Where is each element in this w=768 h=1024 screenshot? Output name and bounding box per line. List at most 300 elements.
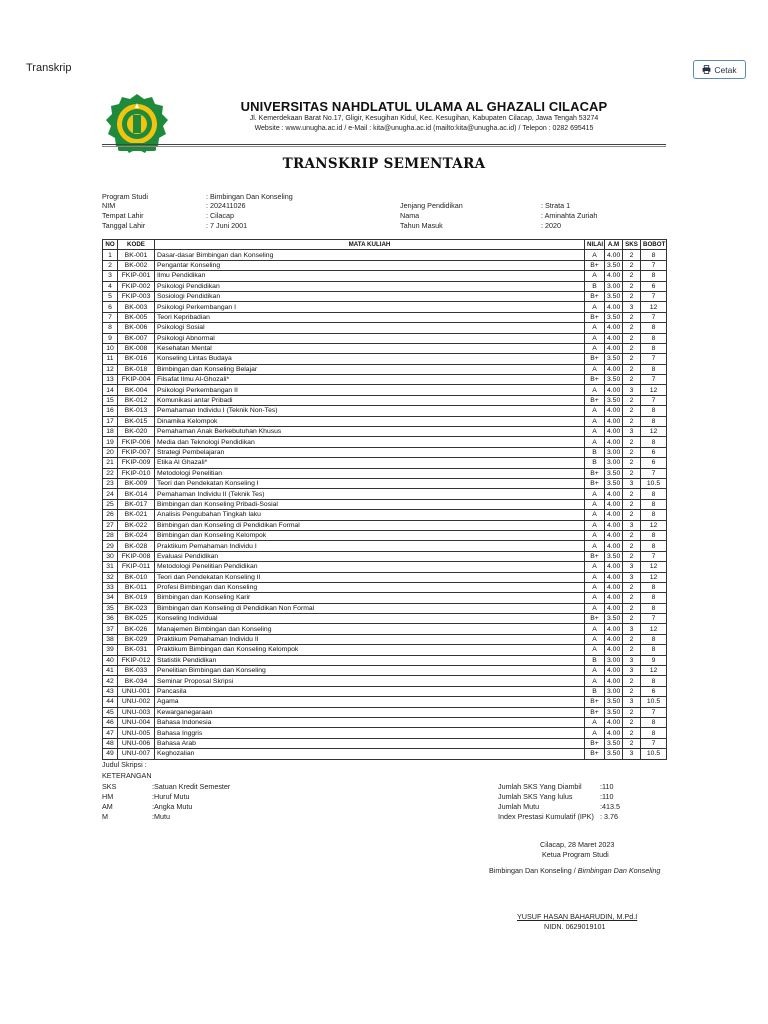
row-mata-kuliah: Konseling Lintas Budaya xyxy=(155,354,585,364)
row-mata-kuliah: Pemahaman Individu I (Teknik Non-Tes) xyxy=(155,406,585,416)
row-kode: BK-016 xyxy=(118,354,155,364)
legend-title: KETERANGAN xyxy=(102,771,152,780)
row-sks: 2 xyxy=(623,333,641,343)
row-am: 4.00 xyxy=(605,728,623,738)
row-nilai: A xyxy=(585,593,605,603)
row-mata-kuliah: Psikologi Sosial xyxy=(155,323,585,333)
table-row xyxy=(103,614,667,624)
row-sks: 2 xyxy=(623,416,641,426)
row-am: 3.50 xyxy=(605,707,623,717)
row-no: 47 xyxy=(103,728,118,738)
header-mata-kuliah: MATA KULIAH xyxy=(155,240,585,250)
row-kode: BK-033 xyxy=(118,666,155,676)
row-am: 4.00 xyxy=(605,302,623,312)
row-mata-kuliah: Teori Kepribadian xyxy=(155,312,585,322)
row-mata-kuliah: Bahasa Inggris xyxy=(155,728,585,738)
row-kode: UNU-002 xyxy=(118,697,155,707)
row-sks: 2 xyxy=(623,530,641,540)
row-bobot: 8 xyxy=(641,634,667,644)
row-mata-kuliah: Evaluasi Pendidikan xyxy=(155,551,585,561)
row-mata-kuliah: Agama xyxy=(155,697,585,707)
row-nilai: A xyxy=(585,343,605,353)
row-kode: FKIP-008 xyxy=(118,551,155,561)
row-bobot: 10.5 xyxy=(641,749,667,759)
total-label: Index Prestasi Kumulatif (IPK) xyxy=(498,812,594,821)
row-bobot: 8 xyxy=(641,645,667,655)
row-no: 2 xyxy=(103,260,118,270)
row-sks: 2 xyxy=(623,343,641,353)
table-row xyxy=(103,728,667,738)
row-no: 39 xyxy=(103,645,118,655)
table-row xyxy=(103,541,667,551)
table-row xyxy=(103,385,667,395)
row-no: 42 xyxy=(103,676,118,686)
document-title: TRANSKRIP SEMENTARA xyxy=(282,156,486,172)
row-nilai: B+ xyxy=(585,312,605,322)
row-kode: BK-021 xyxy=(118,510,155,520)
row-mata-kuliah: Dinamika Kelompok xyxy=(155,416,585,426)
row-sks: 2 xyxy=(623,489,641,499)
row-sks: 2 xyxy=(623,510,641,520)
row-kode: FKIP-007 xyxy=(118,447,155,457)
row-am: 4.00 xyxy=(605,676,623,686)
row-no: 46 xyxy=(103,717,118,727)
table-row xyxy=(103,416,667,426)
header-bobot: BOBOT xyxy=(641,240,667,250)
row-no: 15 xyxy=(103,395,118,405)
row-am: 3.50 xyxy=(605,312,623,322)
total-label: Jumlah SKS Yang lulus xyxy=(498,792,573,801)
row-mata-kuliah: Psikologi Perkembangan I xyxy=(155,302,585,312)
row-bobot: 7 xyxy=(641,291,667,301)
table-row xyxy=(103,343,667,353)
nim-value: : 202411026 xyxy=(206,201,246,210)
row-kode: BK-029 xyxy=(118,634,155,644)
row-mata-kuliah: Teori dan Pendekatan Konseling I xyxy=(155,478,585,488)
row-mata-kuliah: Seminar Proposal Skripsi xyxy=(155,676,585,686)
row-sks: 2 xyxy=(623,250,641,260)
university-logo xyxy=(104,93,170,157)
row-kode: BK-002 xyxy=(118,260,155,270)
table-row xyxy=(103,686,667,696)
print-button[interactable] xyxy=(693,60,746,79)
row-kode: BK-034 xyxy=(118,676,155,686)
name-label: Nama xyxy=(400,211,420,220)
table-row xyxy=(103,707,667,717)
entry-year-value: : 2020 xyxy=(541,221,561,230)
row-am: 3.00 xyxy=(605,458,623,468)
table-row xyxy=(103,468,667,478)
table-row xyxy=(103,738,667,748)
row-kode: BK-014 xyxy=(118,489,155,499)
row-am: 4.00 xyxy=(605,541,623,551)
row-mata-kuliah: Metodologi Penelitian xyxy=(155,468,585,478)
row-nilai: A xyxy=(585,666,605,676)
row-mata-kuliah: Filsafat Ilmu Al-Ghozali* xyxy=(155,375,585,385)
row-am: 4.00 xyxy=(605,530,623,540)
row-nilai: A xyxy=(585,717,605,727)
row-kode: BK-019 xyxy=(118,593,155,603)
row-sks: 2 xyxy=(623,271,641,281)
row-nilai: B+ xyxy=(585,478,605,488)
row-mata-kuliah: Dasar-dasar Bimbingan dan Konseling xyxy=(155,250,585,260)
row-sks: 2 xyxy=(623,645,641,655)
row-nilai: B+ xyxy=(585,551,605,561)
header-am: A.M xyxy=(605,240,623,250)
row-mata-kuliah: Bimbingan dan Konseling di Pendidikan Non Formal xyxy=(155,603,585,613)
row-no: 29 xyxy=(103,541,118,551)
row-nilai: A xyxy=(585,385,605,395)
row-no: 5 xyxy=(103,291,118,301)
row-am: 4.00 xyxy=(605,406,623,416)
table-row xyxy=(103,364,667,374)
row-sks: 3 xyxy=(623,697,641,707)
row-sks: 2 xyxy=(623,593,641,603)
row-am: 4.00 xyxy=(605,624,623,634)
table-row xyxy=(103,271,667,281)
table-row xyxy=(103,333,667,343)
row-sks: 3 xyxy=(623,385,641,395)
row-no: 8 xyxy=(103,323,118,333)
row-sks: 2 xyxy=(623,603,641,613)
legend-key: SKS xyxy=(102,782,117,791)
row-no: 36 xyxy=(103,614,118,624)
row-kode: BK-018 xyxy=(118,364,155,374)
thesis-title-label: Judul Skripsi : xyxy=(102,760,147,769)
row-mata-kuliah: Bahasa Arab xyxy=(155,738,585,748)
row-nilai: B xyxy=(585,447,605,457)
row-am: 3.50 xyxy=(605,749,623,759)
row-sks: 2 xyxy=(623,312,641,322)
row-bobot: 6 xyxy=(641,447,667,457)
row-no: 38 xyxy=(103,634,118,644)
row-no: 17 xyxy=(103,416,118,426)
signer-nidn: NIDN. 0629019101 xyxy=(544,922,606,931)
row-no: 23 xyxy=(103,478,118,488)
row-bobot: 7 xyxy=(641,375,667,385)
row-sks: 2 xyxy=(623,728,641,738)
row-sks: 2 xyxy=(623,717,641,727)
page-title: Transkrip xyxy=(26,62,72,74)
row-bobot: 7 xyxy=(641,395,667,405)
row-mata-kuliah: Pancasila xyxy=(155,686,585,696)
row-nilai: B+ xyxy=(585,468,605,478)
row-nilai: A xyxy=(585,728,605,738)
row-bobot: 12 xyxy=(641,624,667,634)
row-sks: 2 xyxy=(623,634,641,644)
row-sks: 3 xyxy=(623,666,641,676)
table-row xyxy=(103,676,667,686)
header-no: NO xyxy=(103,240,118,250)
table-row xyxy=(103,281,667,291)
row-sks: 3 xyxy=(623,302,641,312)
row-nilai: B xyxy=(585,281,605,291)
row-am: 4.00 xyxy=(605,593,623,603)
row-sks: 2 xyxy=(623,499,641,509)
row-kode: BK-017 xyxy=(118,499,155,509)
row-am: 4.00 xyxy=(605,250,623,260)
row-bobot: 8 xyxy=(641,333,667,343)
row-kode: BK-011 xyxy=(118,582,155,592)
level-value: : Strata 1 xyxy=(541,201,571,210)
row-bobot: 12 xyxy=(641,385,667,395)
row-am: 4.00 xyxy=(605,343,623,353)
total-value: :110 xyxy=(600,792,614,801)
table-row xyxy=(103,291,667,301)
row-no: 7 xyxy=(103,312,118,322)
row-sks: 2 xyxy=(623,551,641,561)
row-am: 3.50 xyxy=(605,291,623,301)
row-nilai: B+ xyxy=(585,375,605,385)
row-nilai: A xyxy=(585,634,605,644)
row-mata-kuliah: Kewarganegaraan xyxy=(155,707,585,717)
row-nilai: B+ xyxy=(585,395,605,405)
row-no: 20 xyxy=(103,447,118,457)
row-kode: FKIP-009 xyxy=(118,458,155,468)
row-mata-kuliah: Sosiologi Pendidikan xyxy=(155,291,585,301)
row-am: 4.00 xyxy=(605,364,623,374)
signer-program-italic: Bimbingan Dan Konseling xyxy=(577,866,661,875)
top-bar xyxy=(0,0,768,86)
nim-label: NIM xyxy=(102,201,116,210)
row-kode: UNU-004 xyxy=(118,717,155,727)
row-no: 4 xyxy=(103,281,118,291)
row-sks: 3 xyxy=(623,749,641,759)
table-row xyxy=(103,697,667,707)
row-sks: 2 xyxy=(623,582,641,592)
table-row xyxy=(103,634,667,644)
row-mata-kuliah: Statistik Pendidikan xyxy=(155,655,585,665)
row-bobot: 8 xyxy=(641,416,667,426)
printer-icon xyxy=(702,65,711,74)
row-am: 3.50 xyxy=(605,354,623,364)
name-value: : Aminahta Zuriah xyxy=(541,211,598,220)
row-mata-kuliah: Psikologi Abnormal xyxy=(155,333,585,343)
legend-value: :Angka Mutu xyxy=(152,802,193,811)
row-bobot: 6 xyxy=(641,281,667,291)
university-contacts: Website : www.unugha.ac.id / e-Mail : kita@unugha.ac.id (mailto:kita@unugha.ac.id) / Telepon : 0282 695415 xyxy=(254,125,594,132)
row-nilai: B+ xyxy=(585,738,605,748)
row-kode: BK-001 xyxy=(118,250,155,260)
row-nilai: A xyxy=(585,541,605,551)
table-row xyxy=(103,551,667,561)
row-bobot: 8 xyxy=(641,593,667,603)
row-sks: 2 xyxy=(623,707,641,717)
row-no: 9 xyxy=(103,333,118,343)
row-nilai: B xyxy=(585,655,605,665)
row-bobot: 10.5 xyxy=(641,478,667,488)
row-nilai: A xyxy=(585,427,605,437)
row-mata-kuliah: Bimbingan dan Konseling Karir xyxy=(155,593,585,603)
row-sks: 3 xyxy=(623,624,641,634)
row-kode: BK-004 xyxy=(118,385,155,395)
row-no: 48 xyxy=(103,738,118,748)
row-nilai: A xyxy=(585,250,605,260)
row-am: 4.00 xyxy=(605,562,623,572)
table-row xyxy=(103,458,667,468)
row-nilai: A xyxy=(585,437,605,447)
row-am: 4.00 xyxy=(605,717,623,727)
row-sks: 2 xyxy=(623,260,641,270)
row-sks: 2 xyxy=(623,437,641,447)
row-nilai: A xyxy=(585,572,605,582)
row-mata-kuliah: Manajemen Bimbingan dan Konseling xyxy=(155,624,585,634)
row-mata-kuliah: Pengantar Konseling xyxy=(155,260,585,270)
row-nilai: A xyxy=(585,416,605,426)
row-bobot: 8 xyxy=(641,271,667,281)
table-row xyxy=(103,520,667,530)
row-bobot: 7 xyxy=(641,354,667,364)
row-no: 45 xyxy=(103,707,118,717)
table-row xyxy=(103,489,667,499)
header-sks: SKS xyxy=(623,240,641,250)
total-label: Jumlah SKS Yang Diambil xyxy=(498,782,582,791)
total-label: Jumlah Mutu xyxy=(498,802,540,811)
signer-program-plain: Bimbingan Dan Konseling / xyxy=(489,866,578,875)
header-divider xyxy=(102,144,666,145)
row-sks: 2 xyxy=(623,447,641,457)
header-kode: KODE xyxy=(118,240,155,250)
row-sks: 3 xyxy=(623,427,641,437)
row-kode: BK-008 xyxy=(118,343,155,353)
row-kode: BK-023 xyxy=(118,603,155,613)
row-no: 25 xyxy=(103,499,118,509)
row-bobot: 8 xyxy=(641,489,667,499)
table-row xyxy=(103,510,667,520)
row-no: 19 xyxy=(103,437,118,447)
table-row xyxy=(103,499,667,509)
row-mata-kuliah: Praktikum Pemahaman Individu II xyxy=(155,634,585,644)
row-bobot: 8 xyxy=(641,510,667,520)
birthplace-label: Tempat Lahir xyxy=(102,211,144,220)
row-am: 4.00 xyxy=(605,489,623,499)
table-header-row xyxy=(103,240,667,250)
table-row xyxy=(103,562,667,572)
row-am: 4.00 xyxy=(605,572,623,582)
signer-program xyxy=(489,866,660,875)
row-bobot: 8 xyxy=(641,541,667,551)
row-sks: 2 xyxy=(623,614,641,624)
row-nilai: B+ xyxy=(585,697,605,707)
row-bobot: 12 xyxy=(641,562,667,572)
birthdate-value: : 7 Juni 2001 xyxy=(206,221,248,230)
row-no: 27 xyxy=(103,520,118,530)
signer-position: Ketua Program Studi xyxy=(542,850,609,859)
table-row xyxy=(103,624,667,634)
row-nilai: A xyxy=(585,603,605,613)
row-bobot: 8 xyxy=(641,323,667,333)
row-kode: BK-009 xyxy=(118,478,155,488)
row-no: 31 xyxy=(103,562,118,572)
table-row xyxy=(103,260,667,270)
row-sks: 3 xyxy=(623,562,641,572)
row-mata-kuliah: Profesi Bimbingan dan Konseling xyxy=(155,582,585,592)
row-mata-kuliah: Strategi Pembelajaran xyxy=(155,447,585,457)
row-am: 3.50 xyxy=(605,260,623,270)
row-no: 1 xyxy=(103,250,118,260)
table-row xyxy=(103,354,667,364)
row-nilai: B+ xyxy=(585,614,605,624)
table-row xyxy=(103,375,667,385)
table-row xyxy=(103,312,667,322)
row-bobot: 12 xyxy=(641,666,667,676)
row-kode: BK-003 xyxy=(118,302,155,312)
legend-key: HM xyxy=(102,792,114,801)
row-kode: FKIP-012 xyxy=(118,655,155,665)
program-value: : Bimbingan Dan Konseling xyxy=(206,192,293,201)
table-row xyxy=(103,530,667,540)
table-row xyxy=(103,717,667,727)
table-row xyxy=(103,395,667,405)
row-nilai: A xyxy=(585,406,605,416)
row-no: 49 xyxy=(103,749,118,759)
program-label: Program Studi xyxy=(102,192,148,201)
row-mata-kuliah: Penelitian Bimbingan dan Konseling xyxy=(155,666,585,676)
row-no: 21 xyxy=(103,458,118,468)
row-mata-kuliah: Teori dan Pendekatan Konseling II xyxy=(155,572,585,582)
legend-value: :Mutu xyxy=(152,812,170,821)
row-sks: 3 xyxy=(623,478,641,488)
row-no: 30 xyxy=(103,551,118,561)
row-nilai: A xyxy=(585,364,605,374)
row-mata-kuliah: Ilmu Pendidikan xyxy=(155,271,585,281)
row-mata-kuliah: Konseling Individual xyxy=(155,614,585,624)
table-row xyxy=(103,582,667,592)
row-no: 11 xyxy=(103,354,118,364)
row-nilai: A xyxy=(585,562,605,572)
row-am: 4.00 xyxy=(605,437,623,447)
row-bobot: 8 xyxy=(641,406,667,416)
row-kode: FKIP-002 xyxy=(118,281,155,291)
row-nilai: B+ xyxy=(585,354,605,364)
row-sks: 3 xyxy=(623,520,641,530)
row-kode: FKIP-010 xyxy=(118,468,155,478)
row-nilai: A xyxy=(585,271,605,281)
row-mata-kuliah: Metodologi Penelitian Pendidikan xyxy=(155,562,585,572)
row-sks: 3 xyxy=(623,572,641,582)
row-kode: BK-015 xyxy=(118,416,155,426)
row-nilai: A xyxy=(585,489,605,499)
row-nilai: A xyxy=(585,530,605,540)
row-bobot: 7 xyxy=(641,260,667,270)
birthplace-value: : Cilacap xyxy=(206,211,234,220)
row-nilai: A xyxy=(585,510,605,520)
row-am: 3.50 xyxy=(605,468,623,478)
row-mata-kuliah: Pemahaman Anak Berkebutuhan Khusus xyxy=(155,427,585,437)
row-am: 3.50 xyxy=(605,738,623,748)
table-row xyxy=(103,250,667,260)
row-no: 24 xyxy=(103,489,118,499)
row-bobot: 8 xyxy=(641,364,667,374)
row-no: 26 xyxy=(103,510,118,520)
table-row xyxy=(103,655,667,665)
row-bobot: 10.5 xyxy=(641,697,667,707)
row-bobot: 8 xyxy=(641,499,667,509)
row-am: 4.00 xyxy=(605,510,623,520)
row-no: 10 xyxy=(103,343,118,353)
header-divider-thin xyxy=(102,146,666,147)
row-kode: UNU-003 xyxy=(118,707,155,717)
row-bobot: 8 xyxy=(641,582,667,592)
row-am: 3.00 xyxy=(605,655,623,665)
row-kode: FKIP-004 xyxy=(118,375,155,385)
row-am: 4.00 xyxy=(605,666,623,676)
row-nilai: B+ xyxy=(585,291,605,301)
row-am: 4.00 xyxy=(605,427,623,437)
row-bobot: 12 xyxy=(641,572,667,582)
row-am: 4.00 xyxy=(605,582,623,592)
university-address: Jl. Kemerdekaan Barat No.17, Gligir, Kesugihan Kidul, Kec. Kesugihan, Kabupaten Cilacap, Jawa Tengah 53274 xyxy=(249,115,599,122)
